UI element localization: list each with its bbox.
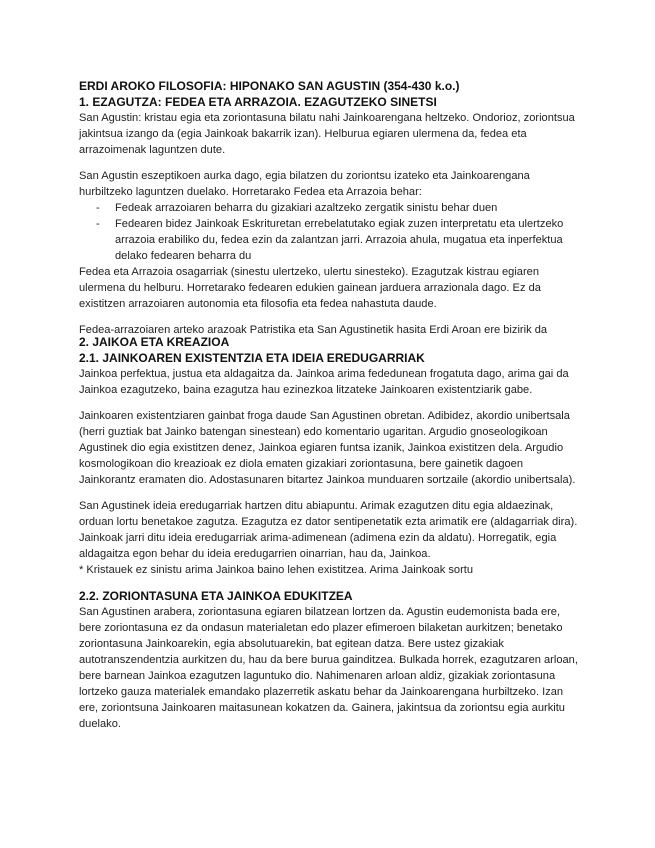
subsection-heading: 2.2. ZORIONTASUNA ETA JAINKOA EDUKITZEA bbox=[79, 589, 353, 603]
section-1-heading: 1. EZAGUTZA: FEDEA ETA ARRAZOIA. EZAGUTZEKO SINETSI bbox=[79, 95, 437, 109]
dash-bullet-icon: - bbox=[96, 202, 100, 214]
footnote: * Kristauek ez sinistu arima Jainkoa baino lehen existitzea. Arima Jainkoak sortu bbox=[79, 564, 474, 576]
paragraph: Jainkoaren existentziaren gainbat froga daude San Agustinen obretan. Adibidez, akordio unibertsala (herri guztiak bat Jainko batengan sinestean) edo komentario ugaritan. Argudio gnoseologikoan Agustinek dio egia existitzen denez, Jainkoa egiaren funtsa izanik, Jainkoa existitzen dela. Argudio kosmologikoan dio kreazioak ez diola ematen gizakiari zoriontasuna, bere gainetik dagoen Jainkorantz eramaten dio. Adostasunaren bitartez Jainkoa munduaren sortzaile (akordio unibertsala). bbox=[79, 410, 576, 486]
paragraph: San Agustinek ideia eredugarriak hartzen ditu abiapuntu. Arimak ezagutzen ditu egia aldaezinak, orduan lortu benetakoe zagutza. Ezagutza ez dator sentipenetatik ezta arimatik ere (aldagarriak dira). Jainkoak jarri ditu ideia eredugarriak arima-adimenean (adimena ezin da aldatu). Horregatik, egia aldagaitza egon behar du ideia eredugarrien oinarrian, hau da, Jainkoa. bbox=[79, 500, 578, 560]
paragraph: San Agustinen arabera, zoriontasuna egiaren bilatzean lortzen da. Agustin eudemonista bada ere, bere zoriontasuna ez da ondasun materialetan edo plazer efimeroen bilaketan aurkitzen; benetako zoriontasuna Jainkoarekin, egia absolutuarekin, bat egitean datza. Bere ustez gizakiak autotranszendentzia aurkitzen du, hau da bere burua gainditzea. Bulkada horrek, ezagutzaren arloan, bere barnean Jainkoa ezagutzen laguntuko dio. Nahimenaren arloan aldiz, gizakiak zoriontasuna lortzeko gauza materialek emandako plazerretik askatu behar da Jainkoarengana hurbiltzeko. Izan ere, zoriontsuna Jainkoaren maitasunean kokatzen da. Gainera, jakintsua da zoriontsu egia aurkitu duelako. bbox=[79, 606, 578, 730]
list-item: - Fedearen bidez Jainkoak Eskrituretan errebelatutako egiak zuzen interpretatu eta ulertzeko arrazoia erabiliko du, fedea ezin da zalantzan jarri. Arrazoia ahula, mugatua eta inperfektua delako fedearen beharra du bbox=[96, 218, 564, 262]
paragraph: San Agustin: kristau egia eta zoriontasuna bilatu nahi Jainkoarengana heltzeko. Ondorioz, zoriontsua jakintsua izango da (egia Jainkoak bakarrik izan). Helburua egiaren ulermena da, fedea eta arrazoimenak laguntzen dute. bbox=[79, 112, 575, 156]
list-item: - Fedeak arrazoiaren beharra du gizakiari azaltzeko zergatik sinistu behar duen bbox=[96, 202, 498, 214]
document-title: ERDI AROKO FILOSOFIA: HIPONAKO SAN AGUSTIN (354-430 k.o.) bbox=[79, 79, 460, 93]
section-2 bbox=[79, 334, 579, 732]
section-2-heading: 2. JAIKOA ETA KREAZIOA bbox=[79, 335, 230, 349]
paragraph: Fedea eta Arrazoia osagarriak (sinestu ulertzeko, ulertu sinesteko). Ezagutzak kistrau egiaren ulermena du helburu. Horretarako fedearen edukien gainean jarduera arrazionala dago. Ez da existitzen arrazoiaren autonomia eta filosofia eta fedea nahastuta daude. bbox=[79, 266, 541, 310]
paragraph: Jainkoa perfektua, justua eta aldagaitza da. Jainkoa arima fededunean frogatuta dago, arima gai da Jainkoa ezagutzeko, baina ezagutza hau ezinezkoa litzateke Jainkoaren existentziarik gabe. bbox=[79, 368, 569, 396]
paragraph: San Agustin eszeptikoen aurka dago, egia bilatzen du zoriontsu izateko eta Jainkoarengana hurbiltzeko laguntzen duelako. Horretarako Fedea eta Arrazoia behar: bbox=[79, 170, 530, 198]
bullet-list bbox=[79, 200, 579, 264]
paragraph: Fedea-arrazoiaren arteko arazoak Patristika eta San Agustinetik hasita Erdi Aroan ere bizirik da bbox=[79, 324, 548, 336]
section-1 bbox=[79, 78, 579, 338]
subsection-heading: 2.1. JAINKOAREN EXISTENTZIA ETA IDEIA EREDUGARRIAK bbox=[79, 351, 425, 365]
dash-bullet-icon: - bbox=[96, 218, 100, 230]
